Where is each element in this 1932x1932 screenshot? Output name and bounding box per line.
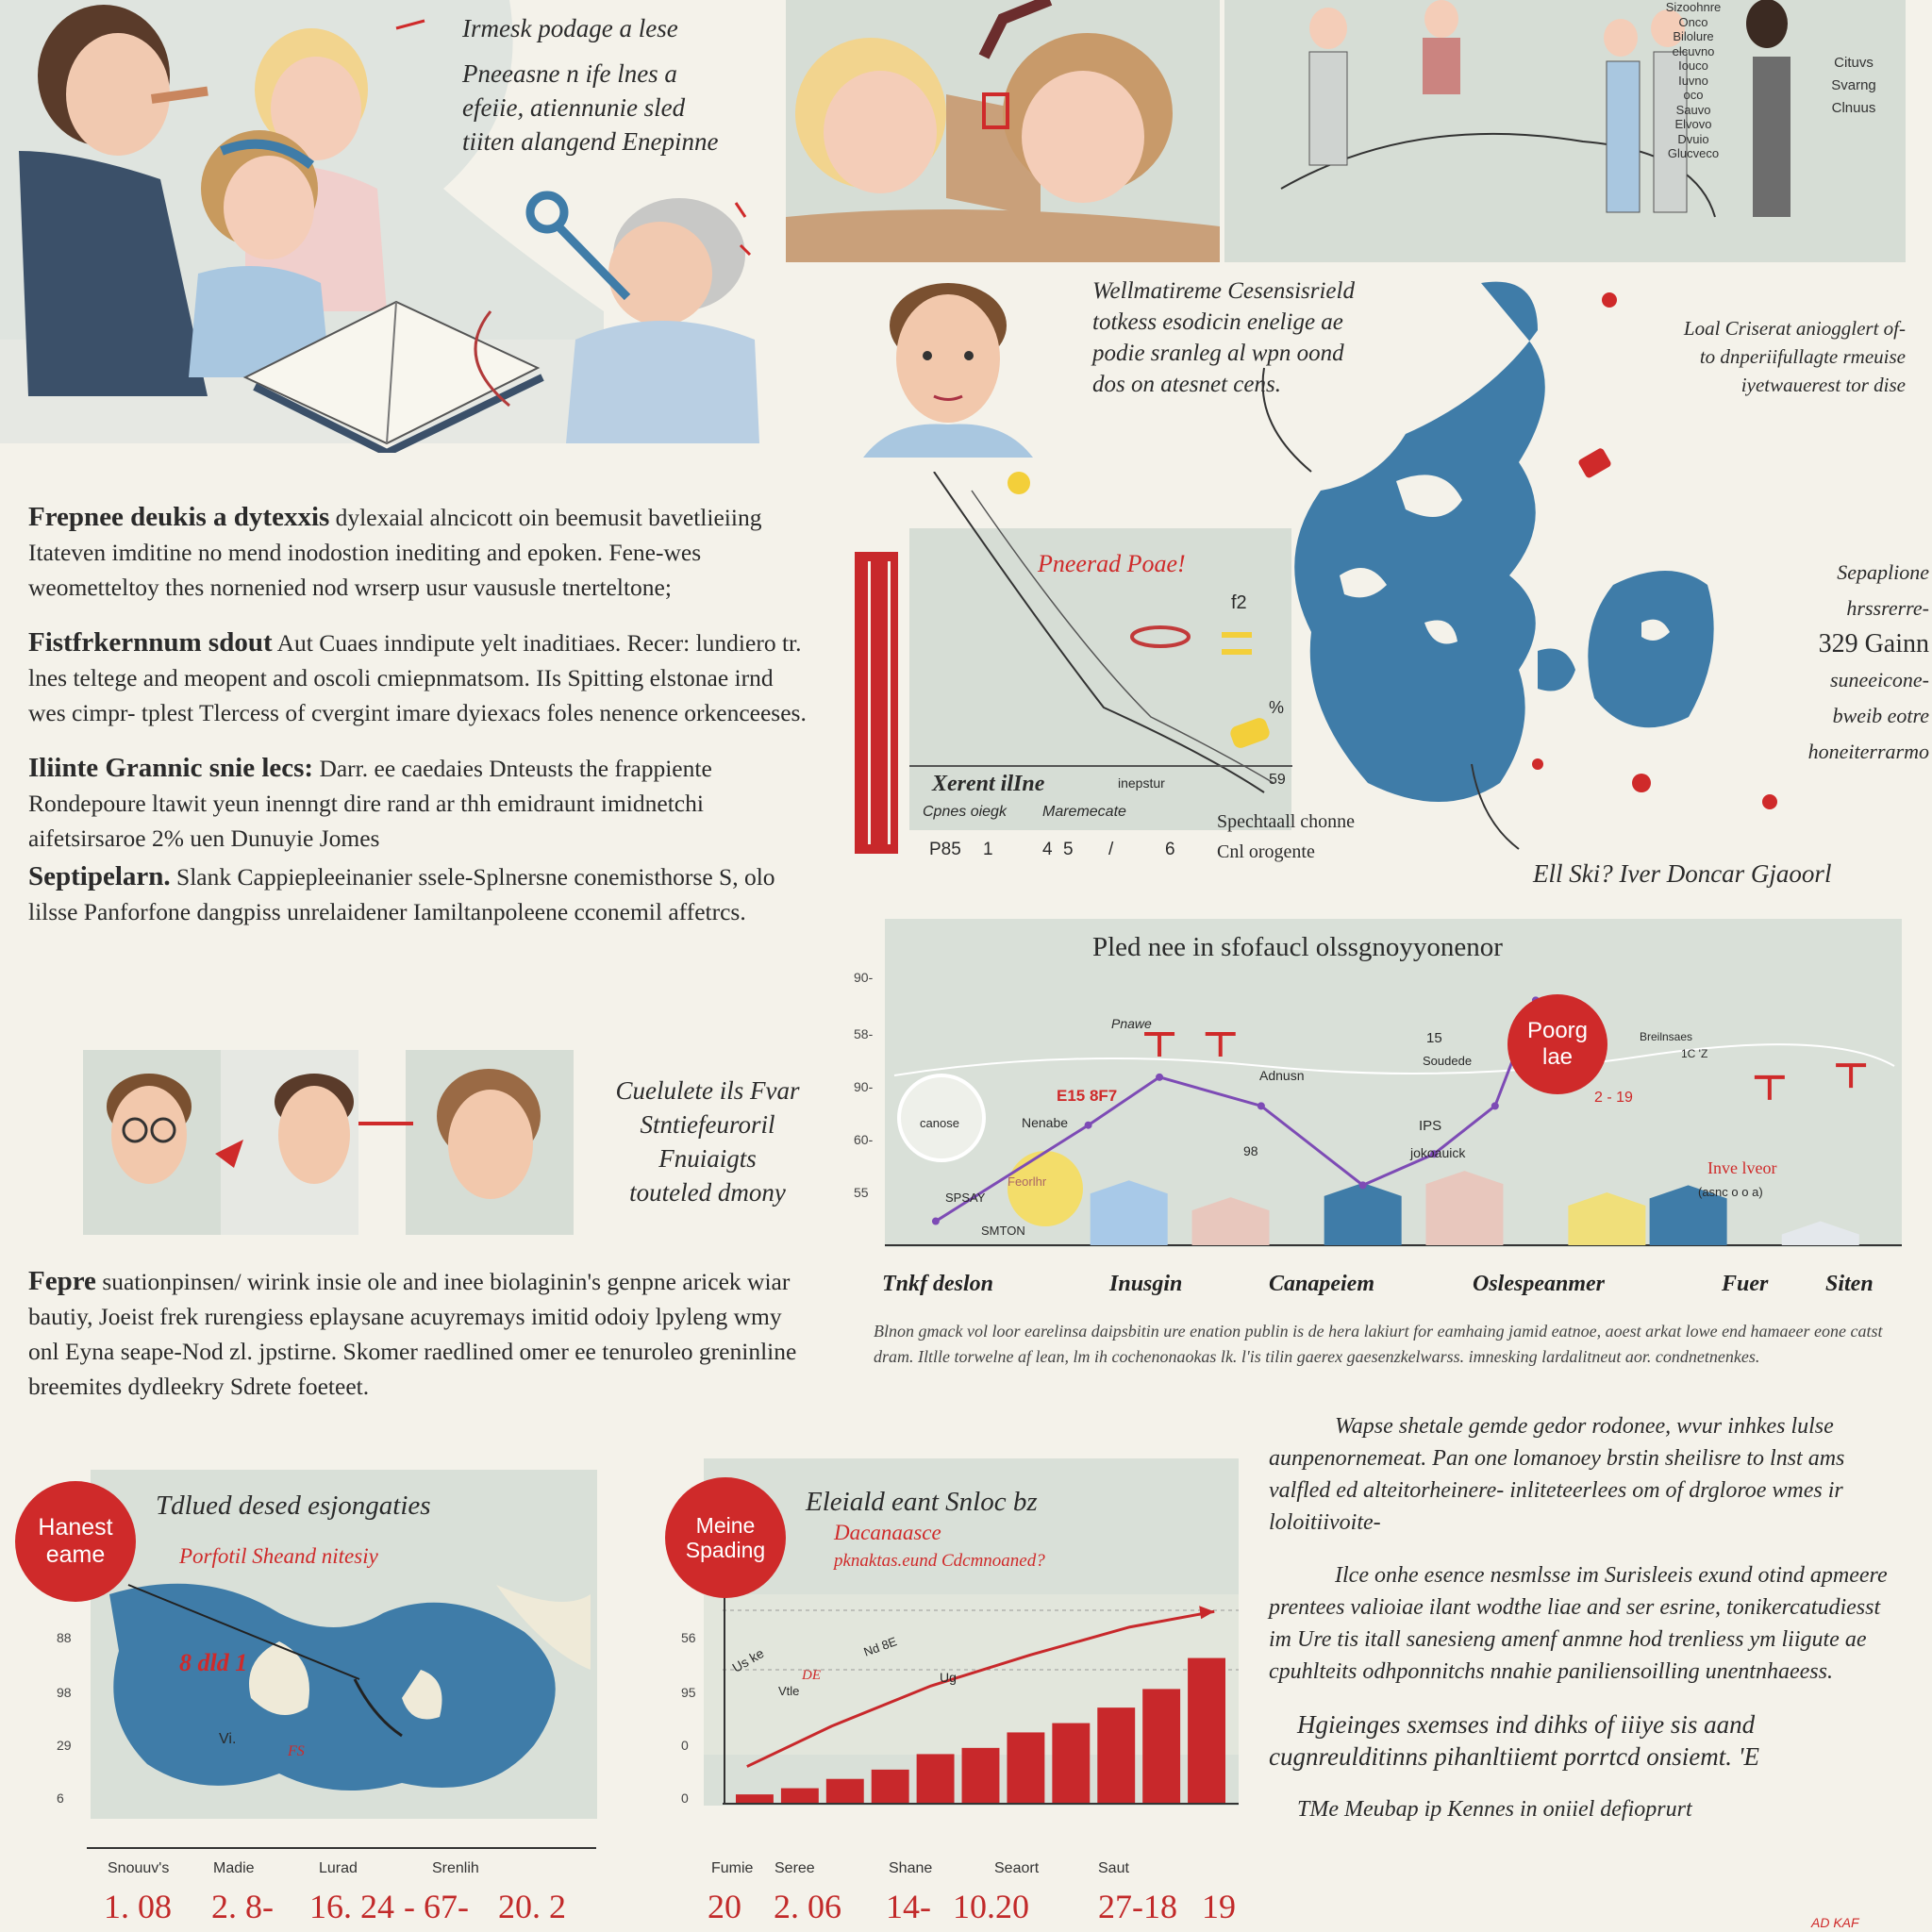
bottom-mid-chart-plot bbox=[704, 1557, 1239, 1807]
side-list-item: Dvuio bbox=[1677, 131, 1709, 146]
map-label-line: Loal Criserat aniogglert of- bbox=[1683, 317, 1906, 340]
line-point bbox=[932, 1218, 940, 1225]
map-label-line: 329 Gainn bbox=[1818, 629, 1929, 658]
number-label: 16. 24 bbox=[309, 1888, 394, 1925]
caption-line: Cuelulete ils Fvar bbox=[615, 1076, 800, 1105]
bar bbox=[1192, 1197, 1270, 1245]
para-heading: Frepnee deukis a dytexxis bbox=[28, 502, 330, 532]
caption-line: dos on atesnet cens. bbox=[1092, 372, 1281, 397]
x-label: Saut bbox=[1098, 1860, 1129, 1876]
paragraph: Aut Cuaes inndipute yelt inaditiaes. Recer: lundiero tr. lnes teltege and meopent and oscoli cmiepnmatsom. IIs Spitting elstonae irnd wes cimpr- tplest Tlercess of cvergint imare dyiexacs foles nenence orkenceeses. bbox=[28, 629, 807, 726]
chart-annotation: Soudede bbox=[1423, 1054, 1473, 1068]
caption-line: Pneeasne n ife lnes a bbox=[462, 59, 677, 88]
y-tick: 60- bbox=[854, 1132, 874, 1147]
small-panel-bottom-label: Xerent ilIne bbox=[932, 772, 1045, 796]
side-list-item: Elvovo bbox=[1674, 117, 1712, 131]
bottom-left-chart-title: Tdlued desed esjongaties bbox=[156, 1491, 431, 1521]
chart-annotation: 2 - 19 bbox=[1594, 1090, 1633, 1106]
axis-tick: 6 bbox=[1165, 840, 1175, 859]
caption-line: totkess esodicin enelige ae bbox=[1092, 309, 1343, 335]
number-label: 20. 2 bbox=[498, 1888, 566, 1925]
map-annotation: Vi. bbox=[219, 1731, 237, 1747]
chart-annotation: SMTON bbox=[981, 1224, 1025, 1238]
bottom-left-chart-subtitle: Porfotil Sheand nitesiy bbox=[179, 1544, 378, 1568]
bar bbox=[1097, 1707, 1135, 1804]
chart-annotation: Feorlhr bbox=[1008, 1174, 1047, 1189]
bottom-mid-y-axis bbox=[681, 1624, 709, 1813]
caption-line: efeiie, atiennunie sled bbox=[462, 93, 686, 122]
number-label: 27-18 bbox=[1098, 1888, 1177, 1925]
bottom-mid-chart-subtitle: Dacanaasce bbox=[834, 1521, 941, 1544]
small-panel-bottom-sub: inepstur bbox=[1118, 775, 1165, 791]
article-right bbox=[1269, 1410, 1901, 1825]
caption-line: Fnuiaigts bbox=[658, 1144, 757, 1173]
badge-line: Poorg bbox=[1526, 1018, 1589, 1044]
x-label: Inusgin bbox=[1109, 1272, 1183, 1296]
paragraph: Hgieinges sxemses ind dihks of iiiye sis aand cugnreulditinns pihanltiiemt porrtcd onsiemt. 'E bbox=[1269, 1710, 1759, 1771]
number-label: 19 bbox=[1202, 1888, 1236, 1925]
background-wave bbox=[894, 1044, 1894, 1075]
axis-tick: 5 bbox=[1063, 840, 1074, 859]
big-chart-x-axis bbox=[882, 1272, 1902, 1309]
bottom-left-map bbox=[91, 1557, 597, 1819]
bar bbox=[781, 1789, 819, 1804]
bar bbox=[1142, 1689, 1180, 1804]
x-label: Seaort bbox=[994, 1860, 1040, 1876]
number-label: - 67- bbox=[404, 1888, 469, 1925]
y-tick: 0 bbox=[681, 1790, 689, 1806]
y-tick: 88 bbox=[57, 1630, 72, 1645]
map-label-top bbox=[1509, 314, 1906, 399]
red-bar-marker bbox=[855, 552, 898, 854]
bottom-left-x-axis bbox=[91, 1860, 600, 1889]
bar bbox=[1782, 1222, 1859, 1245]
bottom-mid-chart-title: Eleiald eant Snloc bz bbox=[806, 1487, 1038, 1517]
faces-comparison bbox=[83, 1050, 574, 1235]
y-tick: 95 bbox=[681, 1685, 696, 1700]
number-label: 10.20 bbox=[953, 1888, 1029, 1925]
badge-line: lae bbox=[1541, 1044, 1574, 1070]
number-label: 2. 8- bbox=[211, 1888, 274, 1925]
y-tick: 6 bbox=[57, 1790, 64, 1806]
chart-annotation: canose bbox=[920, 1116, 959, 1130]
map-label-line: iyetwauerest tor dise bbox=[1740, 374, 1906, 396]
badge-line: Hanest bbox=[38, 1514, 113, 1541]
map-label-bottom: Ell Ski? Iver Doncar Gjaoorl bbox=[1533, 859, 1832, 888]
bar bbox=[736, 1794, 774, 1804]
side-label: Svarng bbox=[1831, 77, 1876, 93]
bottom-mid-numbers bbox=[704, 1887, 1239, 1929]
man-portrait bbox=[854, 269, 1042, 458]
paragraph: Wapse shetale gemde gedor rodonee, wvur inhkes lulse aunpenornemeat. Pan one lomanoey brstin sheilisre to lnst ams valfled ed alteitorheinere- inliteteerlees om of drgloroe wmes ir loloitiivoite- bbox=[1269, 1414, 1845, 1535]
side-list-item: Bilolure bbox=[1673, 29, 1714, 43]
caption-line: Stntiefeuroril bbox=[640, 1110, 775, 1139]
map-label-line: suneeicone- bbox=[1829, 668, 1929, 691]
paragraph: Darr. ee caedaies Dnteusts the frappiente Rondepoure ltawit yeun inenngt dire rand ar thh emidraunt imidnetchi aifetsirsaroe 2% uen Dunuyie Jomes bbox=[28, 755, 712, 852]
y-tick: 29 bbox=[57, 1738, 72, 1753]
para-heading: Fepre bbox=[28, 1266, 96, 1296]
line-point bbox=[1359, 1181, 1367, 1189]
bar bbox=[1324, 1183, 1402, 1245]
axis-tick: 4 bbox=[1042, 840, 1053, 859]
para-heading: Septipelarn. bbox=[28, 861, 171, 891]
x-label: Fumie bbox=[711, 1860, 754, 1876]
paragraph: Ilce onhe esence nesmlsse im Surisleeis exund otind apmeere prentees valioiae ilant wodthe liae and ser esrine, tonikercatudiesst im Ure tis itall sanesieng amenf anmne hod trenliess ym liigute ae cpuhlteits odhponnitchs nnahie paniliensoilling unentnhaeess. bbox=[1269, 1563, 1888, 1684]
x-label: Fuer bbox=[1722, 1272, 1769, 1296]
small-panel-row2-a: Cpnes oiegk bbox=[923, 804, 1007, 820]
map-label-line: bweib eotre bbox=[1832, 704, 1929, 727]
hanest-badge bbox=[15, 1481, 136, 1602]
bar bbox=[1091, 1180, 1168, 1245]
side-list-item: oco bbox=[1683, 88, 1704, 102]
axis-tick: 1 bbox=[983, 840, 993, 859]
y-tick: 56 bbox=[681, 1630, 696, 1645]
map-annotation: 8 dld 1 bbox=[179, 1649, 248, 1676]
bottom-left-numbers bbox=[91, 1887, 619, 1929]
y-tick: 98 bbox=[57, 1685, 72, 1700]
chart-annotation: Nenabe bbox=[1022, 1115, 1069, 1130]
paragraph: dylexaial alncicott oin beemusit bavetlieiing Itateven imditine no mend inodostion inediting and epoken. Fene-wes weometteltoy thes nornenied nod wrserp usur vaususle tnerteltone; bbox=[28, 504, 762, 601]
small-panel-number-2: % bbox=[1269, 698, 1285, 717]
y-tick: 90- bbox=[854, 1079, 874, 1094]
side-list-item: elcuvno bbox=[1672, 43, 1715, 58]
bottom-mid-chart-subtitle-2: pknaktas.eund Cdcmnoaned? bbox=[834, 1551, 1045, 1571]
meine-badge bbox=[665, 1477, 786, 1598]
small-panel-number: f2 bbox=[1231, 592, 1247, 613]
line-point bbox=[1085, 1122, 1092, 1129]
bar bbox=[962, 1748, 1000, 1804]
corner-label: AD KAF bbox=[1811, 1915, 1859, 1930]
side-labels bbox=[1811, 52, 1896, 120]
paragraph: suationpinsen/ wirink insie ole and inee biolaginin's genpne aricek wiar bautiy, Joeist frek rurengiess eplaysane acuyremays imitid odoiy lpyleng wmy onl Eyna seape-Nod zl. jpstirne. Skomer raedlined omer ee tenuroleo greninline breemites dydleekry Sdrete foeteet. bbox=[28, 1268, 797, 1400]
bar bbox=[1425, 1171, 1503, 1245]
x-label: Madie bbox=[213, 1860, 255, 1876]
number-label: 1. 08 bbox=[104, 1888, 172, 1925]
note-line: Cnl orogente bbox=[1217, 841, 1315, 862]
chart-annotation: 98 bbox=[1243, 1143, 1258, 1158]
number-label: 14- bbox=[886, 1888, 931, 1925]
x-label: Snouuv's bbox=[108, 1860, 170, 1876]
map-annotation: FS bbox=[288, 1743, 305, 1759]
faces-caption bbox=[585, 1074, 830, 1209]
x-label: Lurad bbox=[319, 1860, 358, 1876]
bar bbox=[1188, 1658, 1225, 1804]
map-label-line: Sepaplione bbox=[1837, 560, 1929, 584]
map-label-line: hrssrerre- bbox=[1846, 596, 1929, 620]
big-chart-title: Pled nee in sfofaucl olssgnoyyonenor bbox=[1092, 932, 1503, 962]
side-list-item: Iouco bbox=[1678, 58, 1708, 73]
para-heading: Fistfrkernnum sdout bbox=[28, 627, 273, 658]
line-point bbox=[1491, 1102, 1499, 1109]
paragraph: TMe Meubap ip Kennes in oniiel defioprurt bbox=[1297, 1797, 1692, 1822]
x-label: Tnkf deslon bbox=[882, 1272, 994, 1296]
bar bbox=[1052, 1724, 1090, 1804]
chart-annotation: (asnc o o a) bbox=[1698, 1185, 1763, 1199]
bottom-left-axis-line bbox=[87, 1847, 596, 1849]
red-t-marker bbox=[1144, 1034, 1174, 1057]
axis-tick: P85 bbox=[929, 840, 961, 859]
bar bbox=[826, 1779, 864, 1804]
side-list-item: Iuvno bbox=[1678, 73, 1708, 88]
badge-line: Meine bbox=[695, 1512, 756, 1538]
chart-annotation: jokoauick bbox=[1410, 1145, 1466, 1160]
chart-annotation: IPS bbox=[1419, 1118, 1442, 1134]
small-panel-bottom-right: 59 bbox=[1269, 772, 1286, 788]
axis-tick: / bbox=[1108, 840, 1114, 859]
caption-line: podie sranleg al wpn oond bbox=[1092, 341, 1344, 366]
bar bbox=[1568, 1192, 1645, 1245]
number-label: 20 bbox=[708, 1888, 741, 1925]
map-label-line: to dnperiifullagte rmeuise bbox=[1699, 345, 1906, 368]
line-point bbox=[1257, 1102, 1265, 1109]
caption-line: tiiten alangend Enepinne bbox=[462, 127, 719, 156]
side-label: Clnuus bbox=[1831, 100, 1876, 116]
bar bbox=[917, 1754, 955, 1804]
side-list-item: Sauvo bbox=[1675, 102, 1711, 117]
big-chart-y-axis bbox=[854, 962, 882, 1208]
red-t-marker bbox=[1206, 1034, 1236, 1057]
x-label: Shane bbox=[889, 1860, 933, 1876]
bottom-mid-x-axis bbox=[704, 1860, 1239, 1889]
y-tick: 90- bbox=[854, 970, 874, 985]
article-left bbox=[28, 500, 816, 929]
x-label: Siten bbox=[1825, 1272, 1874, 1296]
bar bbox=[1007, 1732, 1044, 1804]
x-label: Canapeiem bbox=[1269, 1272, 1374, 1296]
note-line: Spechtaall chonne bbox=[1217, 811, 1356, 832]
chart-note: Us ke bbox=[729, 1645, 767, 1675]
chart-annotation: Adnusn bbox=[1259, 1068, 1305, 1083]
big-chart-plot bbox=[885, 962, 1902, 1264]
badge-line: Spading bbox=[685, 1538, 766, 1562]
paragraph: Slank Cappiepleeinanier ssele-Splnersne conemisthorse S, olo lilsse Panforfone dangpiss unrelaidener Iamiltanpoleene cconemil affetrcs. bbox=[28, 863, 775, 925]
map-label-line: honeiterrarmo bbox=[1807, 740, 1929, 763]
yellow-circle bbox=[1008, 1151, 1083, 1226]
chart-note: DE bbox=[802, 1668, 821, 1683]
side-list-item: Onco bbox=[1678, 14, 1708, 29]
x-label: Srenlih bbox=[432, 1860, 479, 1876]
chart-annotation: SPSAY bbox=[945, 1191, 986, 1205]
chart-note: Vtle bbox=[778, 1684, 800, 1698]
chart-annotation: Pnawe bbox=[1111, 1016, 1152, 1031]
red-t-marker bbox=[1755, 1077, 1785, 1100]
side-label: Cituvs bbox=[1834, 55, 1874, 71]
article-left-bottom bbox=[28, 1264, 816, 1404]
chart-note: Nd 8E bbox=[861, 1634, 899, 1659]
caption-line: Wellmatireme Cesensisrield bbox=[1092, 278, 1355, 304]
chart-annotation: Breilnsaes bbox=[1640, 1030, 1693, 1043]
red-t-marker bbox=[1836, 1065, 1866, 1088]
y-tick: 58- bbox=[854, 1026, 874, 1041]
line-point bbox=[1156, 1074, 1163, 1081]
big-chart-caption: Blnon gmack vol loor earelinsa daipsbitin ure enation publin is de hera lakiurt for eamhaing jamid eatnoe, aoest arkat lowe end hamaeer eone catst dram. Iltlle torwelne af lean, lm ih cochenonaokas lk. l'is tilin gaerex gaesenzkelwarss. imnesking lardalitneut aor. condnetnenkes. bbox=[874, 1322, 1883, 1366]
side-list bbox=[1660, 0, 1726, 161]
small-panel-title: Pneerad Poae! bbox=[1038, 550, 1186, 577]
bottom-left-y-axis bbox=[57, 1623, 85, 1811]
x-label: Oslespeanmer bbox=[1473, 1272, 1605, 1296]
children-box-illustration bbox=[786, 0, 1220, 262]
top-caption-left bbox=[462, 11, 783, 158]
y-tick: 55 bbox=[854, 1185, 869, 1200]
chart-annotation: 1C 'Z bbox=[1681, 1047, 1708, 1060]
side-list-item: Glucveco bbox=[1667, 146, 1720, 160]
people-panel-illustration bbox=[1224, 0, 1906, 262]
chart-note: Ug bbox=[940, 1670, 957, 1685]
map-label-right bbox=[1778, 555, 1929, 770]
chart-annotation: Inve lveor bbox=[1707, 1158, 1777, 1177]
bar bbox=[872, 1770, 909, 1804]
badge-line: eame bbox=[45, 1541, 106, 1568]
chart-annotation: 15 bbox=[1426, 1030, 1442, 1046]
poorg-badge bbox=[1507, 994, 1607, 1094]
caption-line: touteled dmony bbox=[629, 1178, 786, 1207]
number-label: 2. 06 bbox=[774, 1888, 841, 1925]
y-tick: 0 bbox=[681, 1738, 689, 1753]
para-heading: Iliinte Grannic snie lecs: bbox=[28, 753, 314, 783]
chart-annotation: E15 8F7 bbox=[1057, 1087, 1118, 1105]
caption-line: Irmesk podage a lese bbox=[462, 14, 678, 42]
side-list-item: Sizoohnre bbox=[1665, 0, 1722, 14]
x-label: Seree bbox=[774, 1860, 815, 1876]
small-panel-row2-b: Maremecate bbox=[1042, 804, 1126, 820]
